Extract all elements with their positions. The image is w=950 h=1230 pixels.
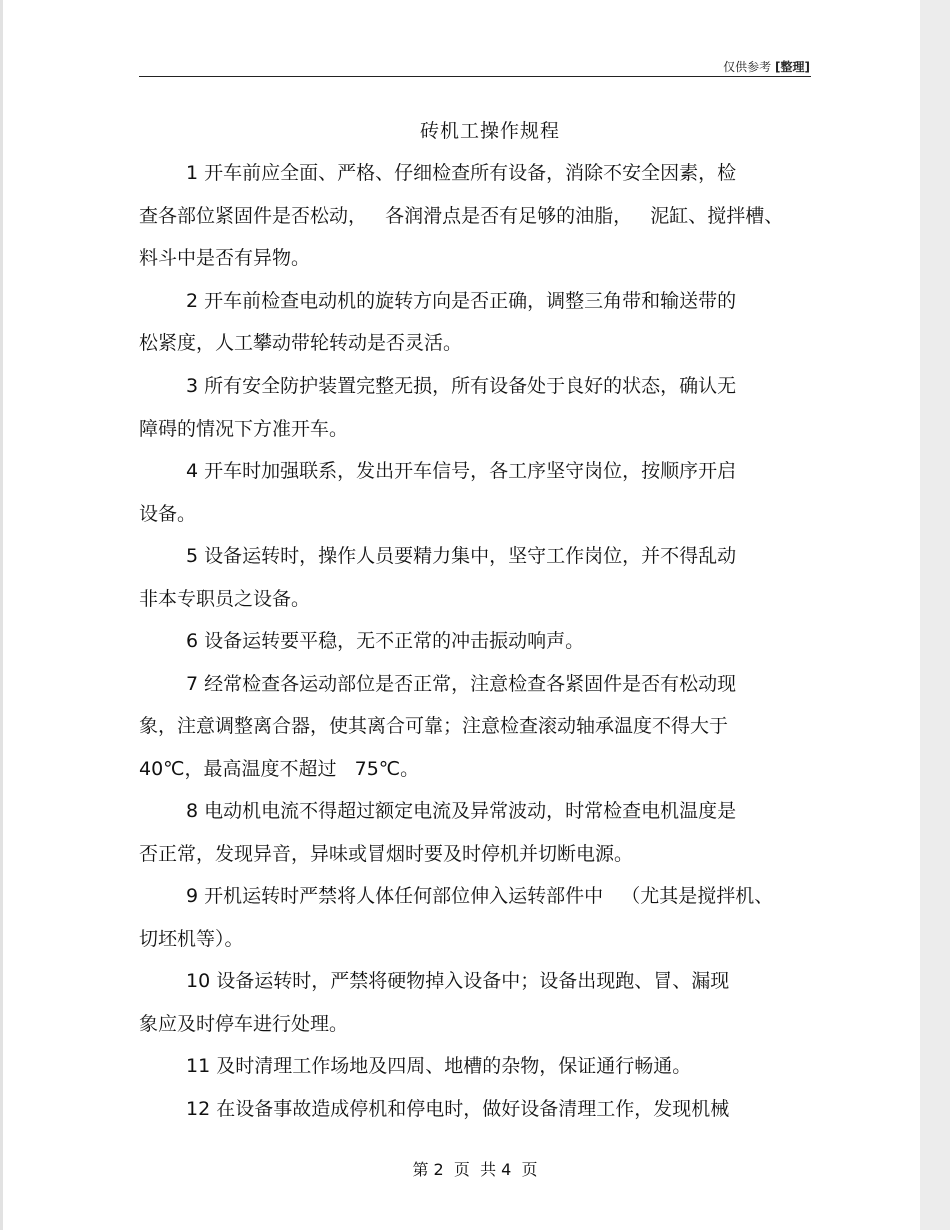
document-title: 砖机工操作规程 <box>419 120 560 142</box>
page-left-edge <box>0 0 3 1230</box>
paragraph-line: 设备。 <box>139 503 197 525</box>
paragraph-line: 非本专职员之设备。 <box>139 588 311 610</box>
header-reference-note <box>723 58 810 75</box>
paragraph-line: 9 开机运转时严禁将人体任何部位伸入运转部件中 （尤其是搅拌机、 <box>186 885 774 907</box>
paragraph-line: 切坯机等）。 <box>139 928 244 950</box>
paragraph-line: 松紧度，人工攀动带轮转动是否灵活。 <box>139 332 463 354</box>
page-number-footer: 第 2 页 共 4 页 <box>412 1160 538 1179</box>
paragraph-line: 料斗中是否有异物。 <box>139 247 311 269</box>
paragraph-line: 6 设备运转要平稳，无不正常的冲击振动响声。 <box>186 630 585 652</box>
header-note-text: 仅供参考 <box>723 60 772 74</box>
paragraph-line: 11 及时清理工作场地及四周、地槽的杂物，保证通行畅通。 <box>186 1055 692 1077</box>
paragraph-line: 象，注意调整离合器，使其离合可靠；注意检查滚动轴承温度不得大于 <box>139 715 729 737</box>
paragraph-line: 象应及时停车进行处理。 <box>139 1013 349 1035</box>
page-right-margin <box>920 0 950 1230</box>
paragraph-line: 4 开车时加强联系，发出开车信号，各工序坚守岗位，按顺序开启 <box>186 460 737 482</box>
header-divider <box>139 76 811 77</box>
paragraph-line: 2 开车前检查电动机的旋转方向是否正确，调整三角带和输送带的 <box>186 290 737 312</box>
paragraph-line: 40℃，最高温度不超过 75℃。 <box>139 758 420 780</box>
paragraph-line: 10 设备运转时，严禁将硬物掉入设备中；设备出现跑、冒、漏现 <box>186 970 730 992</box>
header-tag: [整理] <box>775 60 810 74</box>
paragraph-line: 否正常，发现异音，异味或冒烟时要及时停机并切断电源。 <box>139 843 634 865</box>
paragraph-line: 1 开车前应全面、严格、仔细检查所有设备，消除不安全因素，检 <box>186 162 737 184</box>
paragraph-line: 8 电动机电流不得超过额定电流及异常波动，时常检查电机温度是 <box>186 800 737 822</box>
paragraph-line: 查各部位紧固件是否松动， 各润滑点是否有足够的油脂， 泥缸、搅拌槽、 <box>139 205 784 227</box>
paragraph-line: 5 设备运转时，操作人员要精力集中，坚守工作岗位，并不得乱动 <box>186 545 737 567</box>
paragraph-line: 3 所有安全防护装置完整无损，所有设备处于良好的状态，确认无 <box>186 375 737 397</box>
paragraph-line: 7 经常检查各运动部位是否正常，注意检查各紧固件是否有松动现 <box>186 673 737 695</box>
paragraph-line: 12 在设备事故造成停机和停电时，做好设备清理工作，发现机械 <box>186 1098 730 1120</box>
paragraph-line: 障碍的情况下方准开车。 <box>139 418 349 440</box>
